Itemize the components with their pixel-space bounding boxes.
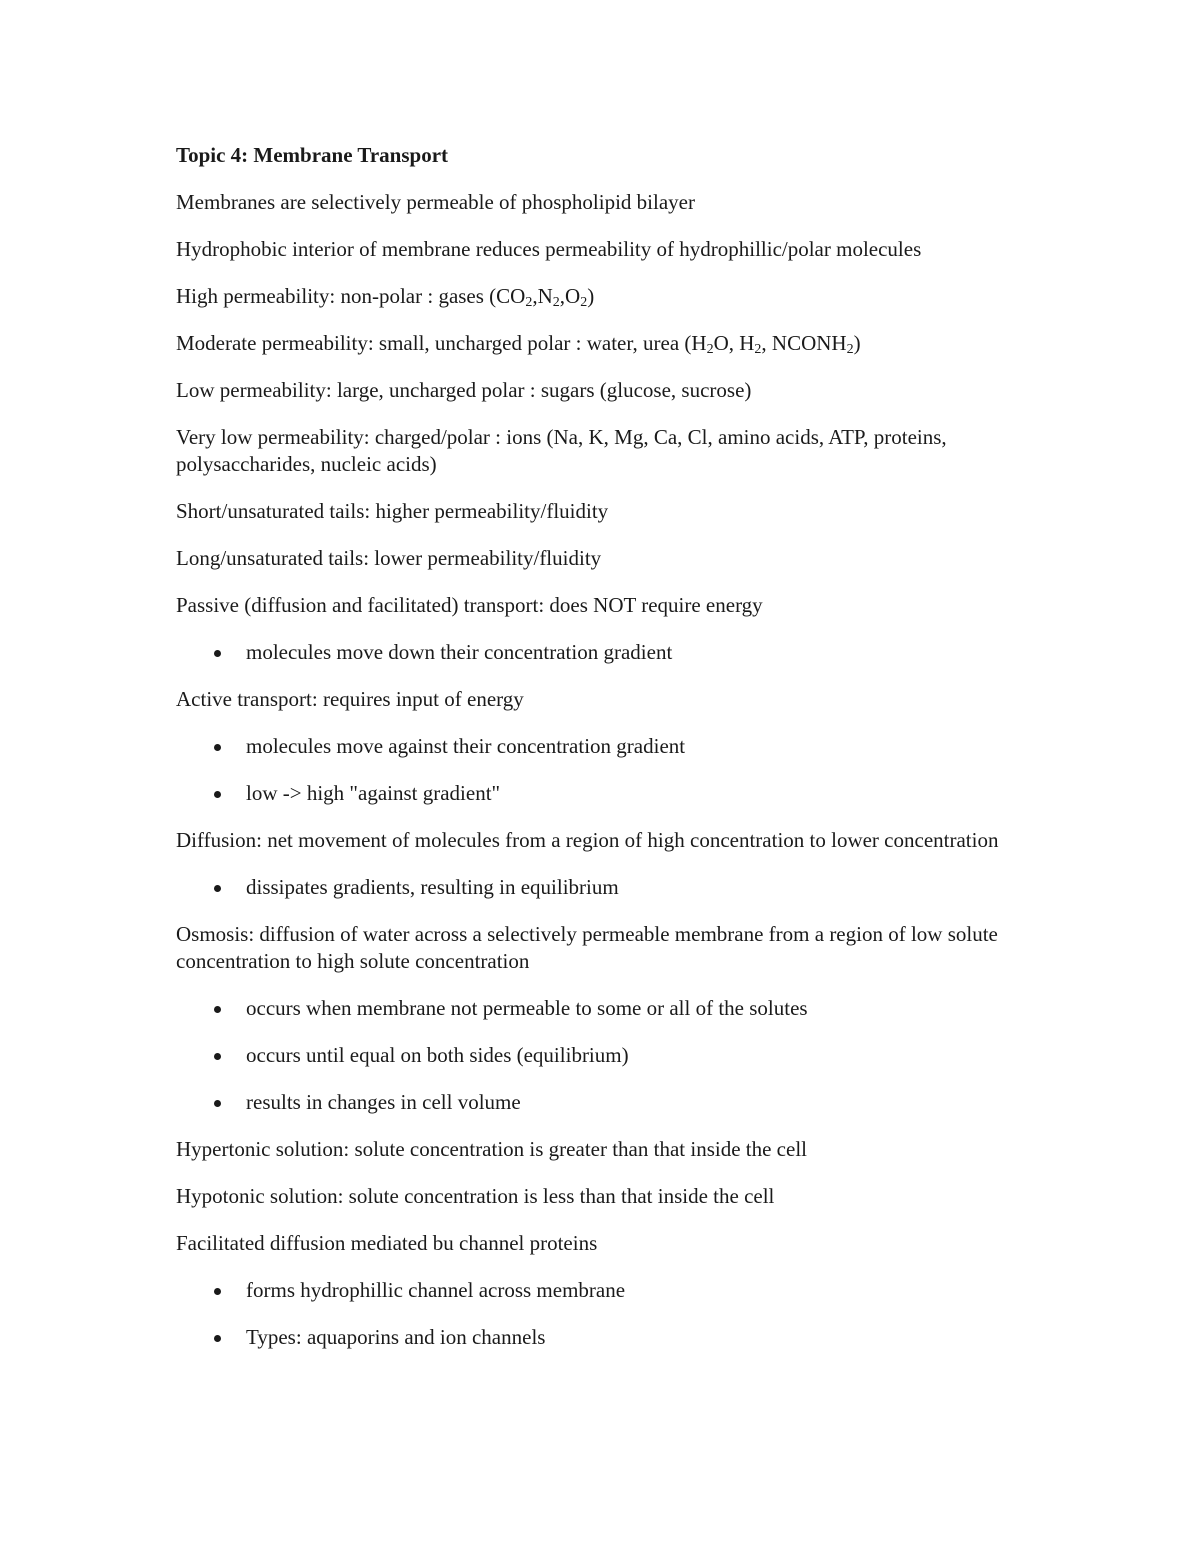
paragraph-long-tails: Long/unsaturated tails: lower permeability/fluidity (176, 546, 602, 570)
subscript: 2 (580, 295, 588, 310)
bullet-list-facilitated (176, 1277, 1026, 1351)
bullet-icon (214, 1053, 221, 1060)
paragraph-short-tails: Short/unsaturated tails: higher permeability/fluidity (176, 499, 609, 523)
bullet-list-passive (176, 639, 1026, 666)
text-segment: , NCONH (761, 331, 847, 355)
paragraph-high-permeability (176, 283, 1026, 310)
paragraph-hypotonic: Hypotonic solution: solute concentration is less than that inside the cell (176, 1184, 775, 1208)
text-segment: ,O (559, 284, 581, 308)
paragraph-active-transport: Active transport: requires input of energy (176, 687, 524, 711)
list-item-text: molecules move against their concentration gradient (246, 734, 686, 758)
text-segment: Moderate permeability: small, uncharged polar : water, urea (H (176, 331, 707, 355)
paragraph-very-low-permeability: Very low permeability: charged/polar : ions (Na, K, Mg, Ca, Cl, amino acids, ATP, proteins, polysaccharides, nucleic acids) (176, 425, 947, 476)
paragraph-membranes: Membranes are selectively permeable of phospholipid bilayer (176, 190, 695, 214)
list-item-text: occurs until equal on both sides (equilibrium) (246, 1043, 629, 1067)
bullet-icon (214, 885, 221, 892)
bullet-icon (214, 1100, 221, 1107)
bullet-list-active (176, 733, 1026, 807)
bullet-icon (214, 1288, 221, 1295)
paragraph-moderate-permeability (176, 330, 1026, 357)
subscript: 2 (552, 295, 560, 310)
list-item (176, 1089, 1026, 1116)
text-segment: ) (853, 331, 861, 355)
document-body (176, 142, 1026, 1371)
paragraph-diffusion: Diffusion: net movement of molecules from a region of high concentration to lower concentration (176, 828, 999, 852)
list-item-text: forms hydrophillic channel across membrane (246, 1278, 626, 1302)
paragraph-hypertonic: Hypertonic solution: solute concentration is greater than that inside the cell (176, 1137, 807, 1161)
subscript: 2 (525, 295, 533, 310)
list-item-text: low -> high "against gradient" (246, 781, 501, 805)
bullet-icon (214, 791, 221, 798)
bullet-icon (214, 744, 221, 751)
list-item (176, 874, 1026, 901)
bullet-icon (214, 650, 221, 657)
text-segment: ,N (532, 284, 553, 308)
paragraph-facilitated-diffusion: Facilitated diffusion mediated bu channel proteins (176, 1231, 598, 1255)
paragraph-osmosis: Osmosis: diffusion of water across a selectively permeable membrane from a region of low solute concentration to high solute concentration (176, 922, 998, 973)
list-item-text: occurs when membrane not permeable to some or all of the solutes (246, 996, 808, 1020)
bullet-list-diffusion (176, 874, 1026, 901)
paragraph-hydrophobic-interior: Hydrophobic interior of membrane reduces permeability of hydrophillic/polar molecules (176, 237, 922, 261)
subscript: 2 (846, 342, 854, 357)
list-item (176, 1277, 1026, 1304)
list-item (176, 639, 1026, 666)
bullet-icon (214, 1006, 221, 1013)
paragraph-passive-transport: Passive (diffusion and facilitated) transport: does NOT require energy (176, 593, 763, 617)
list-item (176, 1042, 1026, 1069)
list-item (176, 780, 1026, 807)
list-item (176, 1324, 1026, 1351)
bullet-icon (214, 1335, 221, 1342)
list-item (176, 733, 1026, 760)
subscript: 2 (754, 342, 762, 357)
text-segment: ) (587, 284, 595, 308)
list-item-text: results in changes in cell volume (246, 1090, 521, 1114)
bullet-list-osmosis (176, 995, 1026, 1116)
paragraph-low-permeability: Low permeability: large, uncharged polar : sugars (glucose, sucrose) (176, 378, 752, 402)
list-item (176, 995, 1026, 1022)
subscript: 2 (706, 342, 714, 357)
text-segment: High permeability: non-polar : gases (CO (176, 284, 526, 308)
text-segment: O, H (713, 331, 755, 355)
list-item-text: Types: aquaporins and ion channels (246, 1325, 546, 1349)
list-item-text: dissipates gradients, resulting in equilibrium (246, 875, 619, 899)
list-item-text: molecules move down their concentration gradient (246, 640, 673, 664)
document-title: Topic 4: Membrane Transport (176, 143, 449, 167)
